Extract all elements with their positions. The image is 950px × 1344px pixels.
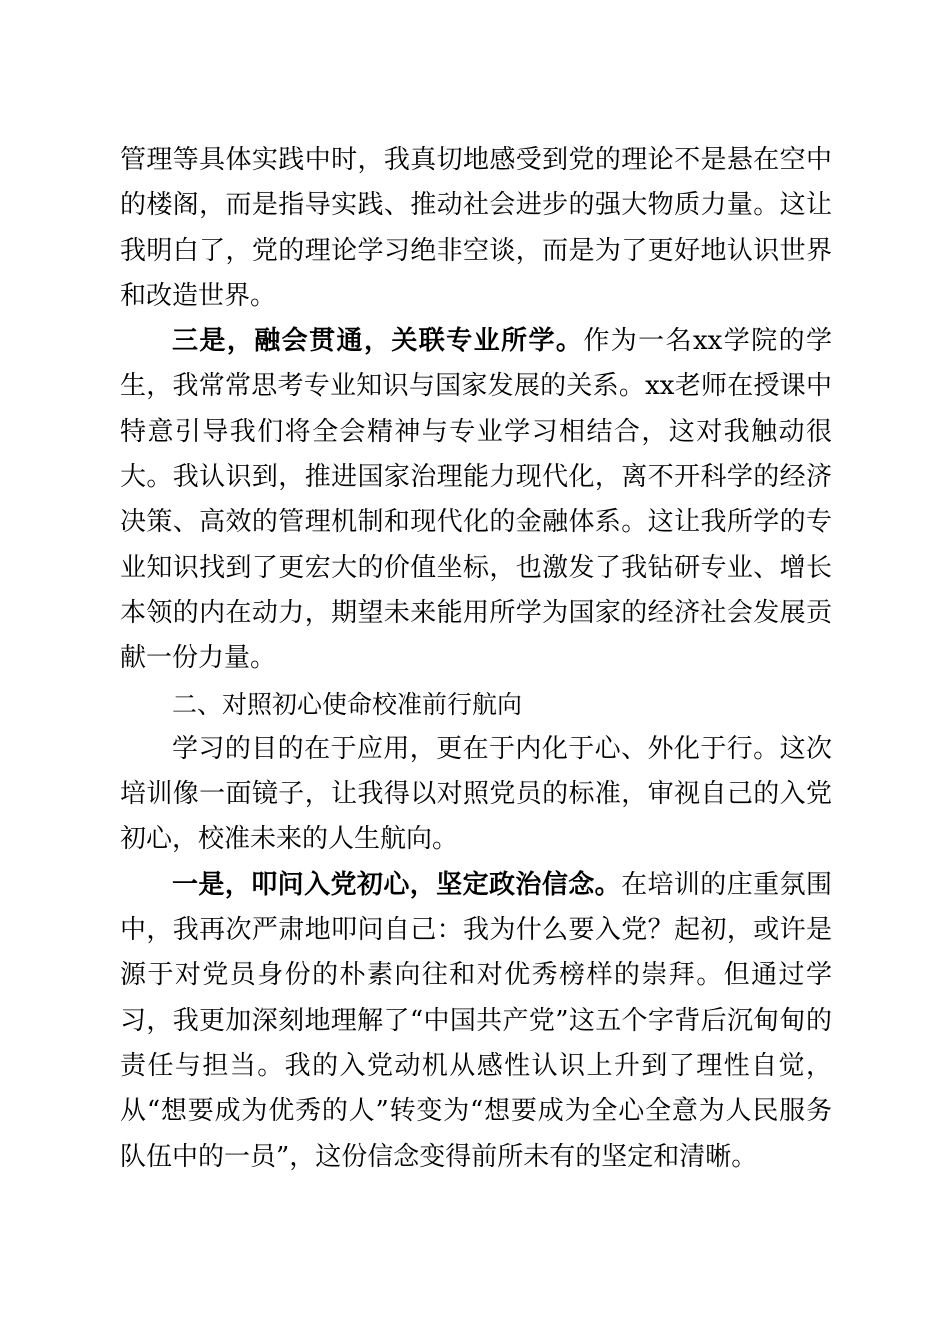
paragraph-text: 在培训的庄重氛围中，我再次严肃地叩问自己：我为什么要入党？起初，或许是源于对党员身份的朴素向往和对优秀榜样的崇拜。但通过学习，我更加深刻地理解了“中国共产党”这五个字背后沉甸甸的责任与担当。我的入党动机从感性认识上升到了理性自觉，从“想要成为优秀的人”转变为“想要成为全心全意为人民服务队伍中的一员”，这份信念变得前所未有的坚定和清晰。 [120,869,832,1172]
section-heading: 二、对照初心使命校准前行航向 [172,689,523,719]
paragraph-section-intro [120,727,832,863]
paragraph-text: 学习的目的在于应用，更在于内化于心、外化于行。这次培训像一面镜子，让我得以对照党员的标准，审视自己的入党初心，校准未来的人生航向。 [120,733,832,855]
document-body [120,138,832,1180]
paragraph-lead: 一是，叩问入党初心，坚定政治信念。 [172,869,622,900]
paragraph-lead: 三是，融会贯通，关联专业所学。 [172,326,584,357]
paragraph-point-three [120,319,832,681]
paragraph-text: 作为一名xx学院的学生，我常常思考专业知识与国家发展的关系。xx老师在授课中特意引导我们将全会精神与专业学习相结合，这对我触动很大。我认识到，推进国家治理能力现代化，离不开科学的经济决策、高效的管理机制和现代化的金融体系。这让我所学的专业知识找到了更宏大的价值坐标，也激发了我钻研专业、增长本领的内在动力，期望未来能用所学为国家的经济社会发展贡献一份力量。 [120,326,832,674]
paragraph-text: 管理等具体实践中时，我真切地感受到党的理论不是悬在空中的楼阁，而是指导实践、推动社会进步的强大物质力量。这让我明白了，党的理论学习绝非空谈，而是为了更好地认识世界和改造世界。 [120,145,832,311]
paragraph-point-one [120,863,832,1180]
paragraph-continuation [120,138,832,319]
